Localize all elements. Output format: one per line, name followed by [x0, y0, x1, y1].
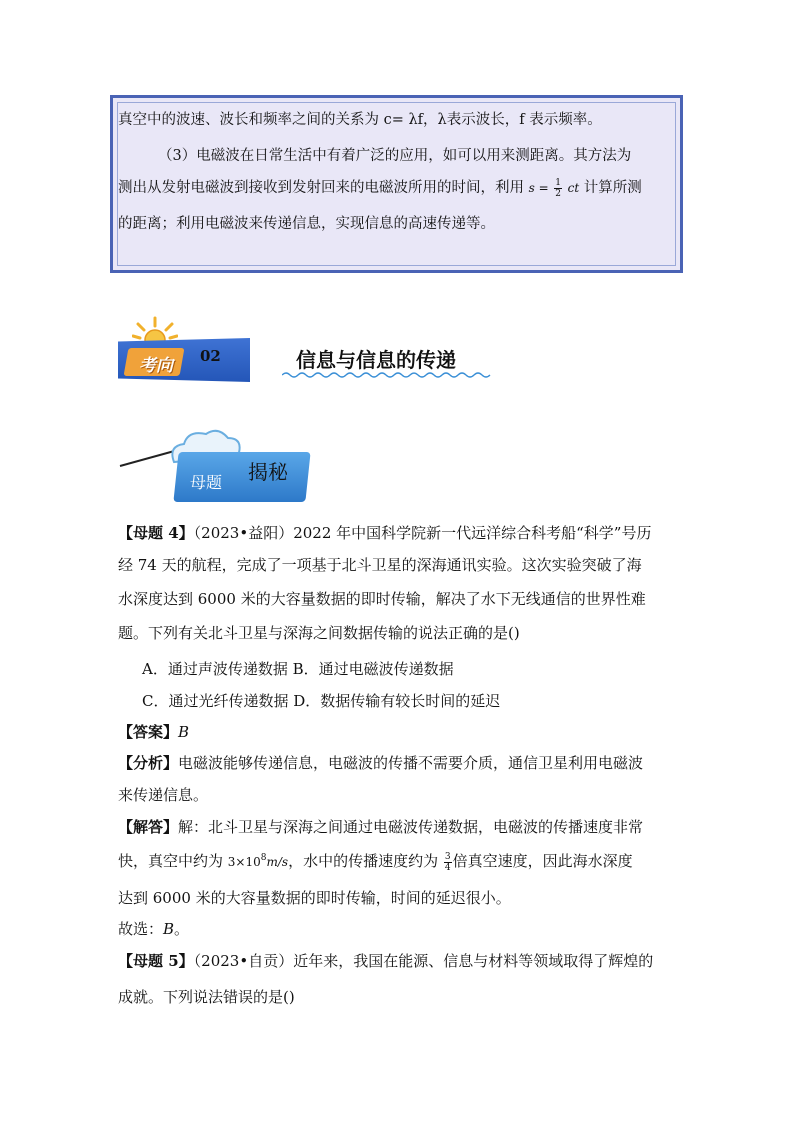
- title-underline: [282, 371, 494, 379]
- knowledge-line-1: 真空中的波速、波长和频率之间的关系为 c= λf，λ表示波长，f 表示频率。: [118, 112, 602, 128]
- fraction-one-half: $\frac{1}{2}$: [555, 177, 561, 199]
- q4-solution-3: 达到 6000 米的大容量数据的即时传输，时间的延迟很小。: [118, 889, 511, 907]
- q4-analysis-1: 【分析】电磁波能够传递信息，电磁波的传播不需要介质，通信卫星利用电磁波: [118, 754, 644, 772]
- q4-answer: 【答案】B: [118, 723, 190, 741]
- q5-line-1: 【母题 5】（2023•自贡）近年来，我国在能源、信息与材料等领域取得了辉煌的: [118, 952, 654, 970]
- knowledge-line-2: （3）电磁波在日常生活中有着广泛的应用，如可以用来测距离。其方法为: [158, 148, 632, 164]
- q4-line-1: 【母题 4】（2023•益阳）2022 年中国科学院新一代远洋综合科考船“科学”号历: [118, 524, 652, 542]
- section-number: 02: [200, 347, 221, 365]
- q4-analysis-2: 来传递信息。: [118, 786, 209, 804]
- q4-choose: 故选：B。: [118, 920, 190, 938]
- knowledge-line-3-end: 计算所测: [583, 180, 642, 196]
- q4-line-4: 题。下列有关北斗卫星与深海之间数据传输的说法正确的是(): [118, 624, 520, 642]
- speed-value: 3×10: [227, 855, 261, 869]
- fraction-three-quarters: $\frac{3}{4}$: [444, 851, 451, 873]
- q5-head: 【母题 5】: [118, 952, 194, 970]
- q4-solution-1: 【解答】解：北斗卫星与深海之间通过电磁波传递数据，电磁波的传播速度非常: [118, 818, 644, 836]
- formula-s: s =: [528, 181, 549, 195]
- sun-icon: [132, 316, 178, 344]
- badge-label-left: 母题: [190, 473, 223, 492]
- section-title: 信息与信息的传递: [296, 348, 456, 372]
- q4-options-cd: C．通过光纤传递数据 D．数据传输有较长时间的延迟: [142, 692, 501, 710]
- badge-label-right: 揭秘: [248, 460, 288, 484]
- speed-unit: m/s: [266, 855, 289, 869]
- knowledge-line-3-text: 测出从发射电磁波到接收到发射回来的电磁波所用的时间，利用: [118, 180, 524, 196]
- q4-head: 【母题 4】: [118, 524, 194, 542]
- formula-ct: ct: [567, 181, 580, 195]
- q4-line-2: 经 74 天的航程，完成了一项基于北斗卫星的深海通讯实验。这次实验突破了海: [118, 556, 642, 574]
- q5-line-2: 成就。下列说法错误的是(): [118, 988, 295, 1006]
- q4-solution-2: 快，真空中约为 $3\times 10^8m/s$，水中的传播速度约为 $\frac{3}{4}$ 倍真空速度，因此海水深度: [118, 851, 633, 873]
- q4-line-3: 水深度达到 6000 米的大容量数据的即时传输，解决了水下无线通信的世界性难: [118, 590, 646, 608]
- knowledge-line-3: [118, 176, 642, 199]
- q4-options-ab: A．通过声波传递数据 B．通过电磁波传递数据: [142, 660, 454, 678]
- knowledge-line-4: 的距离；利用电磁波来传递信息，实现信息的高速传递等。: [118, 216, 495, 232]
- section-tag: 考向: [139, 356, 173, 376]
